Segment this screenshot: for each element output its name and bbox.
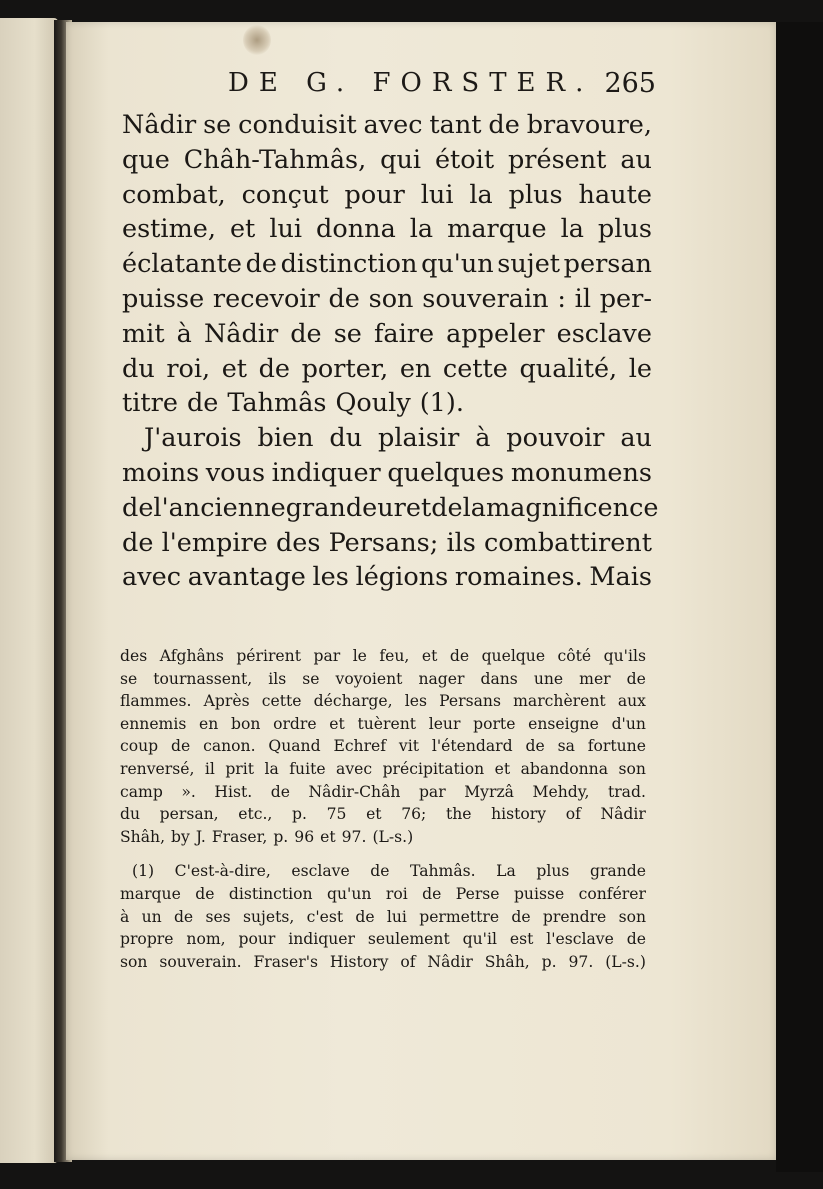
- text-line-7: mit à Nâdir de se faire appeler esclave: [122, 318, 652, 349]
- background-edge: [776, 22, 823, 1172]
- text-line-9: titre de Tahmâs Qouly (1).: [122, 388, 464, 419]
- footnote-continued-line-6: renversé, il prit la fuite avec précipitation et abandonna son: [120, 759, 646, 778]
- footnote-continued: [120, 645, 646, 848]
- text-line-14: avec avantage les légions romaines. Mais: [122, 562, 652, 593]
- page-number: 265: [604, 68, 656, 99]
- footnote-1-line-5: son souverain. Fraser's History of Nâdir Shâh, p. 97. (L-s.): [120, 952, 646, 971]
- footnote-continued-line-3: flammes. Après cette décharge, les Persans marchèrent aux: [120, 692, 646, 711]
- footnote-continued-line-2: se tournassent, ils se voyoient nager dans une mer de: [120, 669, 646, 688]
- footnote-continued-line-1: des Afghâns périrent par le feu, et de quelque côté qu'ils: [120, 647, 646, 665]
- running-header: [228, 68, 656, 108]
- text-line-13: de l'empire des Persans; ils combattirent: [122, 527, 652, 558]
- text-line-4: estime, et lui donna la marque la plus: [122, 214, 652, 245]
- footnotes-block: [120, 645, 646, 973]
- footnote-continued-line-7: camp ». Hist. de Nâdir-Châh par Myrzâ Mehdy, trad.: [120, 782, 646, 801]
- main-text-block: [122, 108, 659, 595]
- footnote-continued-line-5: coup de canon. Quand Echref vit l'étendard de sa fortune: [120, 737, 646, 756]
- text-line-1: Nâdir se conduisit avec tant de bravoure,: [122, 110, 652, 140]
- running-title: DE G. FORSTER.: [228, 68, 594, 98]
- footnote-1-line-2: marque de distinction qu'un roi de Perse puisse conférer: [120, 884, 646, 903]
- footnote-continued-line-4: ennemis en bon ordre et tuèrent leur porte enseigne d'un: [120, 714, 646, 733]
- text-line-5: éclatante de distinction qu'un sujet persan: [122, 249, 652, 280]
- footnote-continued-line-9: Shâh, by J. Fraser, p. 96 et 97. (L-s.): [120, 827, 414, 846]
- text-line-2: que Châh-Tahmâs, qui étoit présent au: [122, 144, 652, 175]
- text-line-3: combat, conçut pour lui la plus haute: [122, 179, 652, 210]
- text-line-11: moins vous indiquer quelques monumens: [122, 457, 652, 488]
- footnote-1-line-3: à un de ses sujets, c'est de lui permettre de prendre son: [120, 907, 646, 926]
- footnote-1-line-4: propre nom, pour indiquer seulement qu'il est l'esclave de: [120, 930, 646, 949]
- footnote-1: [120, 860, 646, 973]
- text-line-8: du roi, et de porter, en cette qualité, le: [122, 353, 652, 384]
- text-line-12: de l'ancienne grandeur et de la magnificence: [122, 492, 659, 523]
- footnote-continued-line-8: du persan, etc., p. 75 et 76; the history of Nâdir: [120, 805, 646, 824]
- text-line-10: J'aurois bien du plaisir à pouvoir au: [144, 423, 652, 454]
- facing-page-edge: [0, 18, 58, 1163]
- footnote-1-line-1: (1) C'est-à-dire, esclave de Tahmâs. La plus grande: [132, 862, 646, 881]
- text-line-6: puisse recevoir de son souverain : il per-: [122, 283, 652, 314]
- paper-stain: [243, 25, 271, 55]
